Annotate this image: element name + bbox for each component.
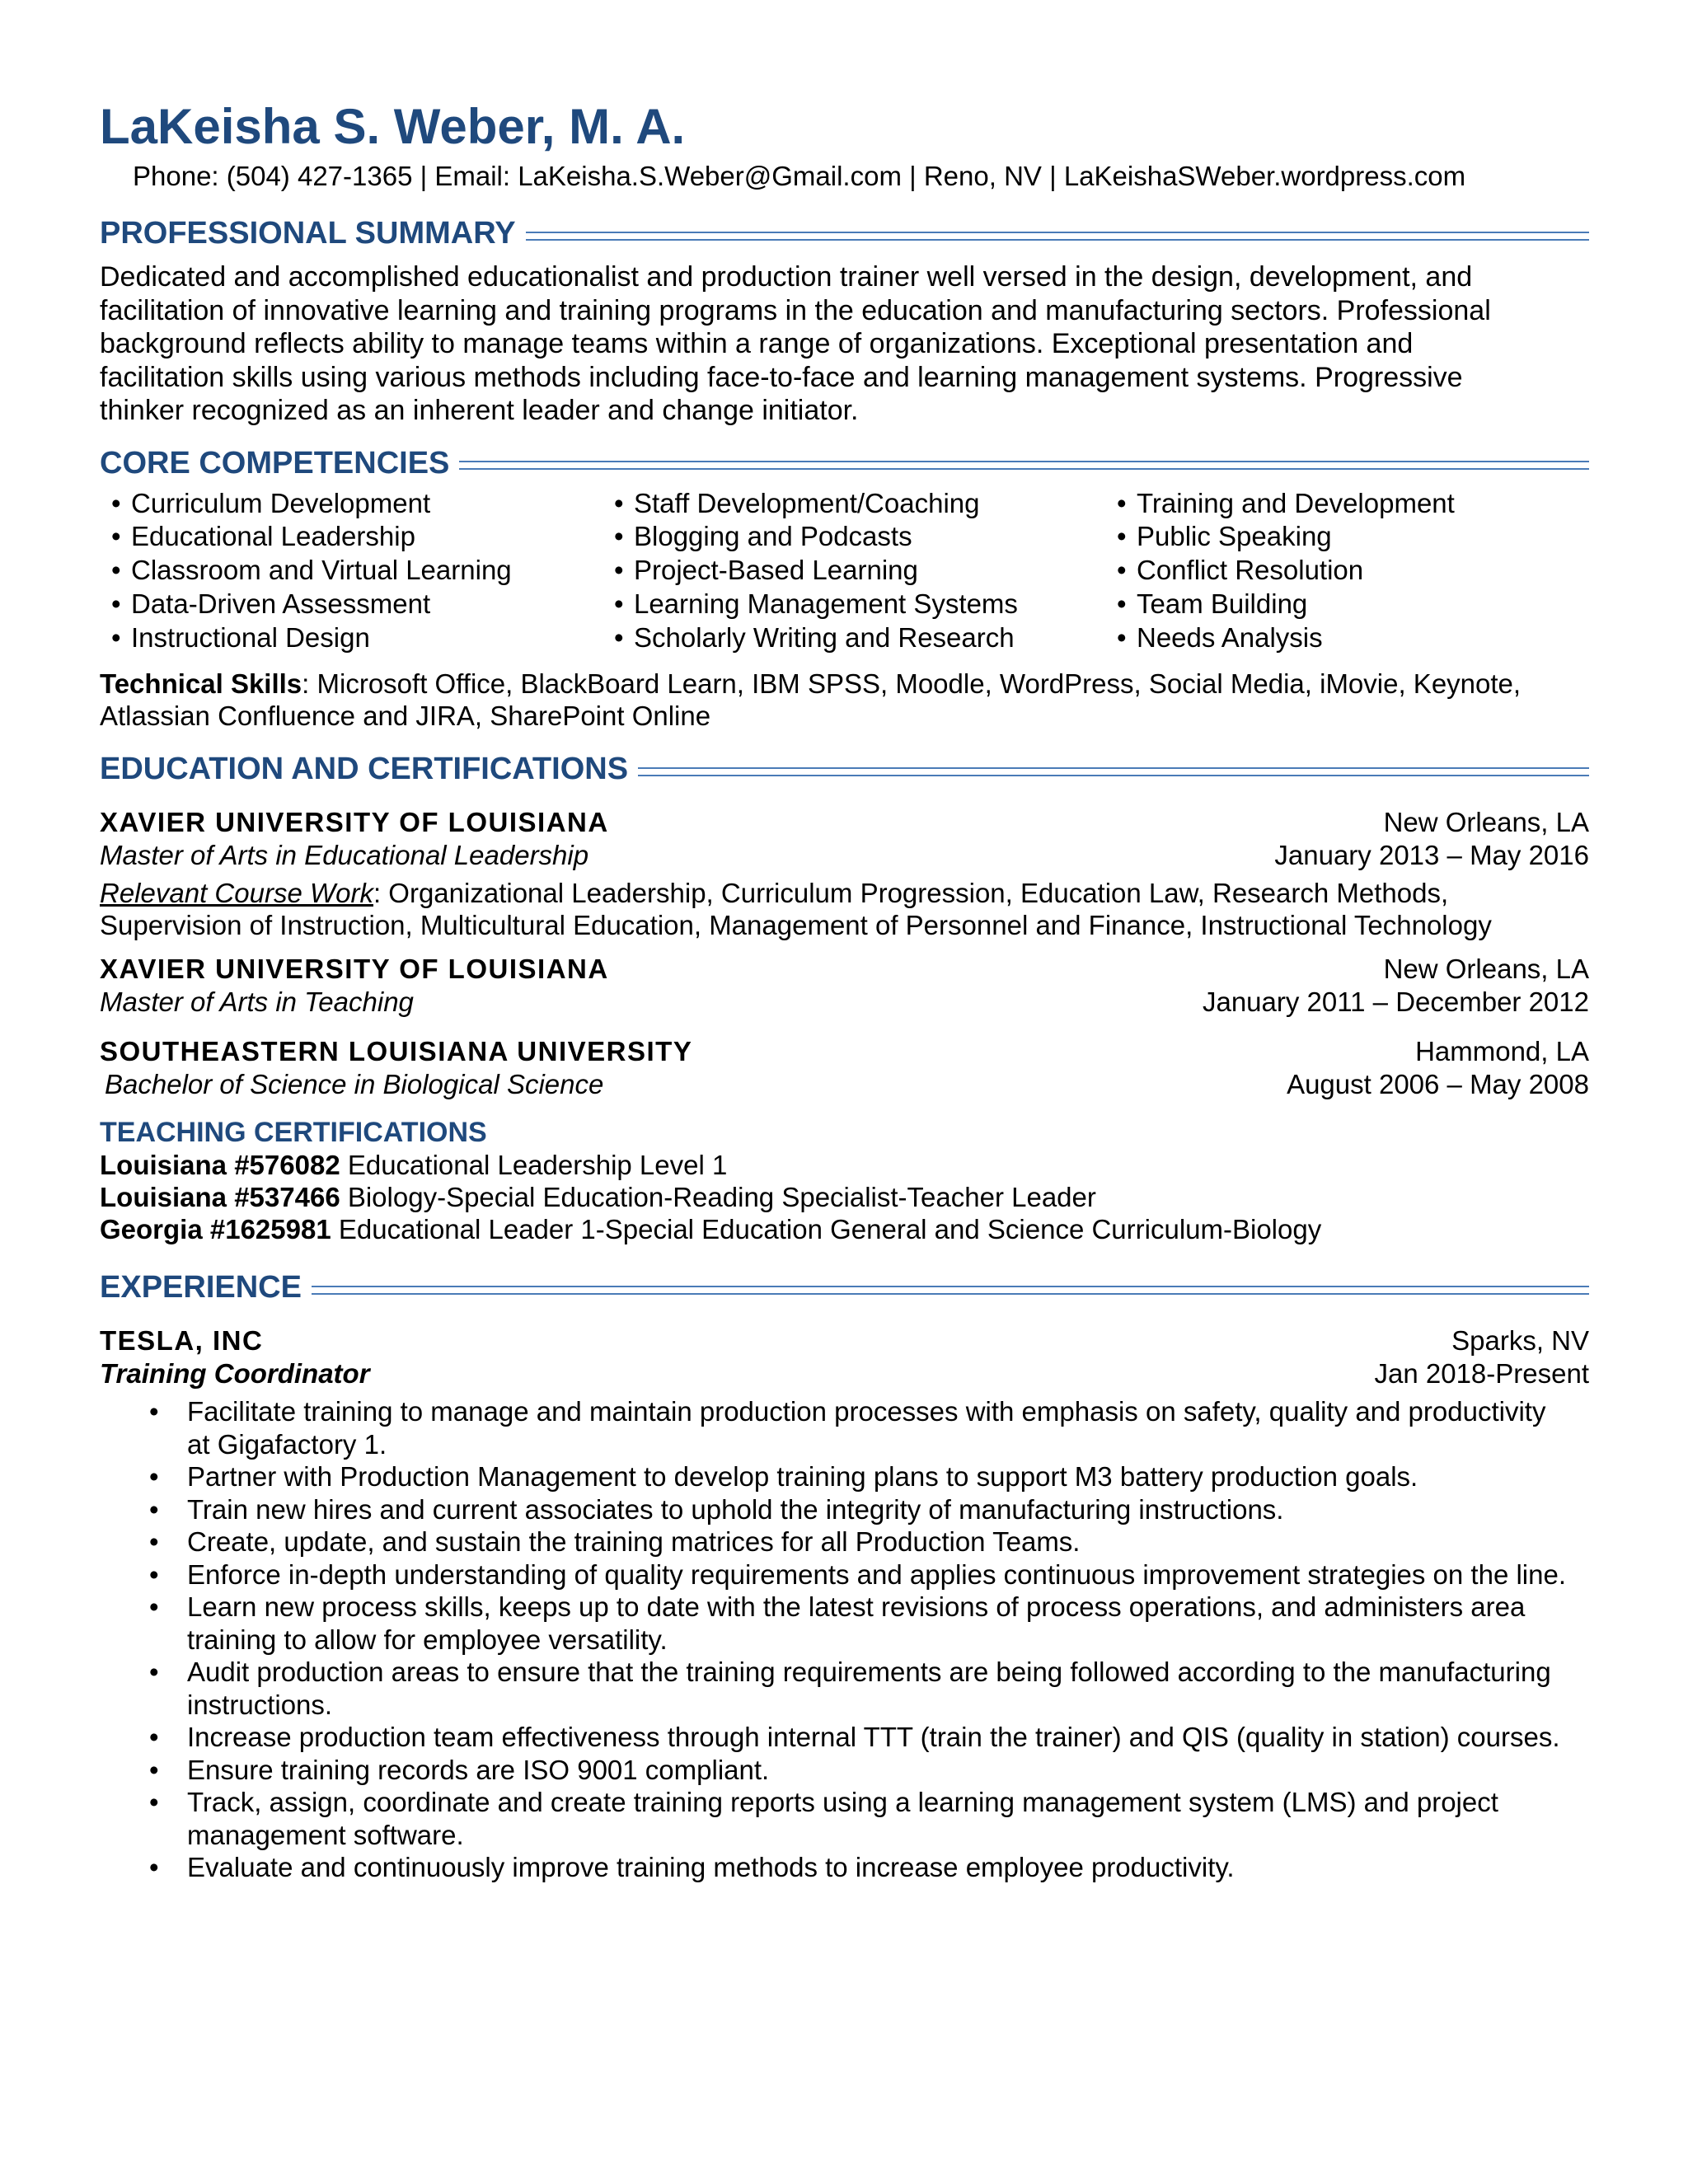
job-bullet	[100, 1526, 1589, 1558]
experience-heading: EXPERIENCE	[100, 1270, 302, 1305]
technical-skills-label: Technical Skills	[100, 668, 302, 700]
competency-label: Training and Development	[1137, 487, 1455, 518]
bullet-icon: •	[1117, 521, 1127, 552]
summary-line: Dedicated and accomplished educationalist and production trainer well versed in the design, development, and	[100, 261, 1473, 293]
job-bullet-text: Learn new process skills, keeps up to date with the latest revisions of process operations, and administers area	[187, 1591, 1526, 1623]
competency-item	[100, 520, 603, 554]
bullet-icon: •	[149, 1558, 159, 1590]
bullet-icon: •	[1117, 588, 1127, 619]
bullet-icon: •	[149, 1754, 159, 1785]
bullet-icon: •	[614, 487, 624, 518]
degree-dates: January 2011 – December 2012	[1202, 987, 1589, 1018]
job-bullet-text: at Gigafactory 1.	[187, 1428, 387, 1460]
summary-text	[100, 260, 1589, 428]
job-bullet	[100, 1656, 1589, 1689]
resume-content	[100, 97, 1589, 1884]
competency-label: Educational Leadership	[131, 521, 415, 552]
job-bullet-text: Partner with Production Management to develop training plans to support M3 battery production goals.	[187, 1461, 1418, 1493]
education-entry	[100, 806, 1589, 941]
summary-section-header	[100, 213, 1589, 254]
job-bullet	[100, 1395, 1589, 1428]
bullet-icon: •	[1117, 621, 1127, 653]
certification-desc: Educational Leadership Level 1	[340, 1150, 728, 1181]
certification-item	[100, 1213, 1589, 1245]
job-title-row	[100, 1357, 1589, 1390]
job-bullet	[100, 1493, 1589, 1526]
summary-line: facilitation skills using various methods including face-to-face and learning management systems. Progressive	[100, 361, 1463, 393]
competencies-grid	[100, 487, 1589, 655]
experience-section-header	[100, 1267, 1589, 1308]
competency-label: Conflict Resolution	[1137, 555, 1364, 586]
job-bullets	[100, 1395, 1589, 1884]
job-location: Sparks, NV	[1451, 1325, 1589, 1357]
course-work-line: Supervision of Instruction, Multicultural Education, Management of Personnel and Finance, Instructional Technology	[100, 910, 1492, 941]
job-bullet-text: Enforce in-depth understanding of quality requirements and applies continuous improvement strategies on the line.	[187, 1558, 1567, 1590]
job-title: Training Coordinator	[100, 1358, 370, 1390]
competencies-heading: CORE COMPETENCIES	[100, 445, 450, 480]
education-header-row	[100, 953, 1589, 986]
job-bullet-text: Track, assign, coordinate and create training reports using a learning management system (LMS) and project	[187, 1787, 1498, 1818]
technical-skills-line	[100, 668, 1589, 700]
school-name: XAVIER UNIVERSITY OF LOUISIANA	[100, 807, 609, 838]
bullet-icon: •	[149, 1526, 159, 1558]
degree-dates: January 2013 – May 2016	[1274, 840, 1589, 871]
job-bullet-text: management software.	[187, 1819, 464, 1850]
bullet-icon: •	[149, 1787, 159, 1818]
education-header-row	[100, 1035, 1589, 1068]
school-location: New Orleans, LA	[1383, 807, 1589, 838]
job-bullet-text: training to allow for employee versatility.	[187, 1624, 668, 1655]
competency-item	[603, 621, 1105, 655]
bullet-icon: •	[614, 555, 624, 586]
section-divider	[312, 1286, 1589, 1295]
job-bullet-text: Audit production areas to ensure that the training requirements are being followed according to the manufacturing	[187, 1657, 1551, 1688]
competency-item	[1105, 520, 1589, 554]
degree-name: Master of Arts in Educational Leadership	[100, 840, 589, 871]
education-degree-row	[100, 986, 1589, 1019]
competency-item	[100, 554, 603, 588]
course-work-text: : Organizational Leadership, Curriculum Progression, Education Law, Research Methods,	[373, 878, 1449, 909]
certifications-list	[100, 1149, 1589, 1245]
certification-item	[100, 1181, 1589, 1213]
bullet-icon: •	[149, 1591, 159, 1623]
job-bullet	[100, 1591, 1589, 1624]
job-bullet-continuation	[100, 1689, 1589, 1722]
certification-desc: Biology-Special Education-Reading Specialist-Teacher Leader	[340, 1182, 1096, 1213]
education-heading: EDUCATION AND CERTIFICATIONS	[100, 752, 629, 787]
summary-line: background reflects ability to manage teams within a range of organizations. Exceptional presentation and	[100, 328, 1414, 359]
degree-name: Bachelor of Science in Biological Science	[105, 1069, 604, 1100]
competency-item	[1105, 588, 1589, 621]
competency-label: Scholarly Writing and Research	[634, 621, 1015, 653]
competencies-column-3	[1105, 487, 1589, 655]
competency-item	[1105, 554, 1589, 588]
competency-item	[1105, 621, 1589, 655]
bullet-icon: •	[149, 1493, 159, 1525]
competency-item	[100, 487, 603, 521]
bullet-icon: •	[149, 1852, 159, 1883]
competency-item	[603, 554, 1105, 588]
job-bullet	[100, 1754, 1589, 1787]
job-header-row	[100, 1324, 1589, 1357]
summary-line: facilitation of innovative learning and training programs in the education and manufacturing sectors. Professional	[100, 294, 1491, 326]
certification-id: Louisiana #576082	[100, 1150, 340, 1181]
job-bullet	[100, 1558, 1589, 1591]
degree-name: Master of Arts in Teaching	[100, 987, 414, 1018]
competencies-section-header	[100, 443, 1589, 484]
bullet-icon: •	[149, 1722, 159, 1753]
job-bullet	[100, 1460, 1589, 1493]
technical-skills-line: Atlassian Confluence and JIRA, SharePoint Online	[100, 701, 711, 732]
course-work-line	[100, 877, 1589, 909]
education-degree-row	[100, 1068, 1589, 1101]
certification-desc: Educational Leader 1-Special Education General and Science Curriculum-Biology	[331, 1214, 1322, 1245]
competencies-column-1	[100, 487, 603, 655]
education-section-header	[100, 748, 1589, 790]
section-divider	[459, 461, 1589, 470]
job-bullet-continuation	[100, 1819, 1589, 1852]
candidate-name: LaKeisha S. Weber, M. A.	[100, 99, 686, 154]
summary-heading: PROFESSIONAL SUMMARY	[100, 216, 516, 251]
job-bullet-text: Create, update, and sustain the training matrices for all Production Teams.	[187, 1526, 1081, 1558]
education-entry	[100, 1035, 1589, 1101]
bullet-icon: •	[149, 1396, 159, 1427]
competency-label: Project-Based Learning	[634, 555, 918, 586]
competencies-column-2	[603, 487, 1105, 655]
competency-label: Blogging and Podcasts	[634, 521, 912, 552]
bullet-icon: •	[149, 1461, 159, 1493]
competency-label: Team Building	[1137, 588, 1308, 619]
bullet-icon: •	[111, 621, 121, 653]
competency-label: Data-Driven Assessment	[131, 588, 431, 619]
certification-item	[100, 1149, 1589, 1181]
competency-label: Staff Development/Coaching	[634, 487, 980, 518]
bullet-icon: •	[111, 555, 121, 586]
bullet-icon: •	[149, 1657, 159, 1688]
competency-item	[603, 588, 1105, 621]
competency-label: Public Speaking	[1137, 521, 1332, 552]
competency-item	[100, 621, 603, 655]
competency-item	[603, 487, 1105, 521]
job-bullet-text: Increase production team effectiveness through internal TTT (train the trainer) and QIS (quality in station) courses.	[187, 1722, 1560, 1753]
school-name: XAVIER UNIVERSITY OF LOUISIANA	[100, 954, 609, 985]
school-name: SOUTHEASTERN LOUISIANA UNIVERSITY	[100, 1036, 693, 1067]
bullet-icon: •	[614, 521, 624, 552]
competency-item	[1105, 487, 1589, 521]
education-header-row	[100, 806, 1589, 839]
degree-dates: August 2006 – May 2008	[1287, 1069, 1589, 1100]
competency-label: Learning Management Systems	[634, 588, 1018, 619]
course-work	[100, 877, 1589, 941]
job-bullet-continuation	[100, 1428, 1589, 1461]
certifications-heading: TEACHING CERTIFICATIONS	[100, 1117, 487, 1149]
school-location: Hammond, LA	[1415, 1036, 1589, 1067]
job-bullet-text: Train new hires and current associates to uphold the integrity of manufacturing instructions.	[187, 1493, 1284, 1525]
competency-label: Needs Analysis	[1137, 621, 1323, 653]
competency-label: Curriculum Development	[131, 487, 431, 518]
job-bullet	[100, 1786, 1589, 1819]
bullet-icon: •	[1117, 555, 1127, 586]
competency-item	[603, 520, 1105, 554]
summary-line: thinker recognized as an inherent leader and change initiator.	[100, 395, 859, 426]
job-dates: Jan 2018-Present	[1374, 1358, 1589, 1390]
job-bullet-text: Ensure training records are ISO 9001 compliant.	[187, 1754, 770, 1785]
company-name: TESLA, INC	[100, 1325, 264, 1357]
education-entry	[100, 953, 1589, 1019]
certification-id: Georgia #1625981	[100, 1214, 331, 1245]
bullet-icon: •	[111, 521, 121, 552]
bullet-icon: •	[614, 588, 624, 619]
job-bullet-continuation	[100, 1624, 1589, 1657]
job-bullet	[100, 1721, 1589, 1754]
competency-label: Classroom and Virtual Learning	[131, 555, 512, 586]
section-divider	[638, 767, 1589, 776]
certification-id: Louisiana #537466	[100, 1182, 340, 1213]
job-bullet	[100, 1851, 1589, 1884]
job-bullet-text: Facilitate training to manage and maintain production processes with emphasis on safety, quality and productivity	[187, 1396, 1546, 1427]
education-degree-row	[100, 839, 1589, 872]
bullet-icon: •	[111, 588, 121, 619]
bullet-icon: •	[1117, 487, 1127, 518]
technical-skills-text: : Microsoft Office, BlackBoard Learn, IBM SPSS, Moodle, WordPress, Social Media, iMovie, Keynote,	[302, 668, 1522, 700]
contact-line: Phone: (504) 427-1365 | Email: LaKeisha.S.Weber@Gmail.com | Reno, NV | LaKeishaSWeber.wordpress.com	[133, 161, 1466, 191]
section-divider	[526, 232, 1589, 241]
bullet-icon: •	[111, 487, 121, 518]
competency-label: Instructional Design	[131, 621, 370, 653]
course-work-label: Relevant Course Work	[100, 878, 373, 909]
job-bullet-text: instructions.	[187, 1689, 333, 1720]
technical-skills	[100, 668, 1589, 732]
job-bullet-text: Evaluate and continuously improve training methods to increase employee productivity.	[187, 1852, 1235, 1883]
bullet-icon: •	[614, 621, 624, 653]
school-location: New Orleans, LA	[1383, 954, 1589, 985]
job-entry	[100, 1324, 1589, 1884]
competency-item	[100, 588, 603, 621]
